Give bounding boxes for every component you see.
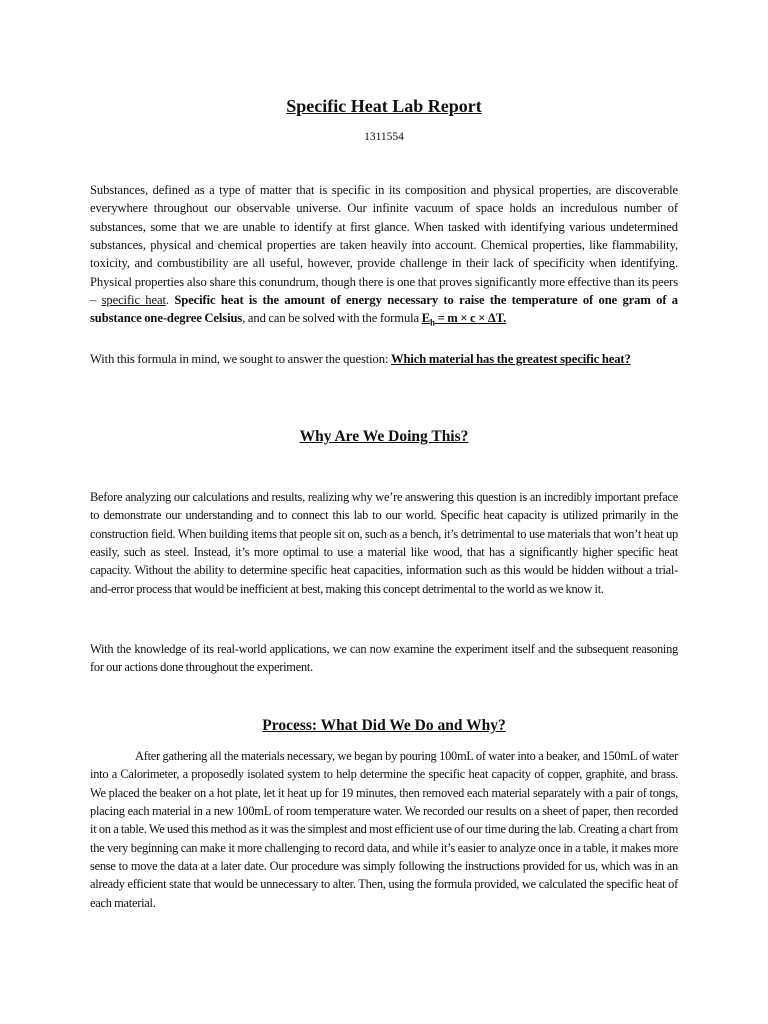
document-title: Specific Heat Lab Report <box>286 96 482 116</box>
intro-text: Substances, defined as a type of matter that is specific in its composition and physical properties, are discoverable everywhere throughout our observable universe. Our infinite vacuum of space holds an incredulous number of substances, some that we are unable to identify at first glance. When tasked with identifying various undetermined substances, physical and chemical properties are taken heavily into account. Chemical properties, like flammability, toxicity, and combustibility are all useful, however, provide challenge in their lack of specificity when identifying. Physical properties also share this conundrum, though there is one that proves significantly more effective than its peers – <box>90 183 678 308</box>
why-paragraph-2: With the knowledge of its real-world applications, we can now examine the experiment itself and the subsequent reasoning for our actions done throughout the experiment. <box>90 642 678 675</box>
specific-heat-term: specific heat <box>101 293 166 308</box>
research-question: Which material has the greatest specific heat? <box>391 352 631 366</box>
process-paragraph: After gathering all the materials necessary, we began by pouring 100mL of water into a beaker, and 150mL of water into a Calorimeter, a proposedly isolated system to help determine the specific heat capacity of copper, graphite, and brass. We placed the beaker on a hot plate, let it heat up for 19 minutes, then removed each material separately with a pair of tongs, placing each material in a new 100mL of room temperature water. We recorded our results on a sheet of paper, then recorded it on a table. We used this method as it was the simplest and most efficient use of our time during the lab. Creating a chart from the very beginning can make it more challenging to record data, and while it’s easier to analyze once in a table, it makes more sense to move the data at a later date. Our procedure was simply following the instructions provided for us, which was in an already efficient state that would be unnecessary to alter. Then, using the formula provided, we calculated the specific heat of each material. <box>90 749 678 910</box>
intro-paragraph <box>90 181 678 332</box>
formula-eh: E <box>421 311 431 326</box>
specific-heat-definition: Specific heat is the amount of energy necessary to raise the temperature of one gram of a substance one-degree Celsius <box>90 293 678 326</box>
formula <box>421 311 507 328</box>
formula-rest: = m × c × ΔT. <box>434 311 507 326</box>
formula-lead-text: , and can be solved with the formula <box>242 311 422 326</box>
intro-period: . <box>165 293 175 308</box>
student-id: 1311554 <box>364 131 404 143</box>
question-paragraph <box>90 350 678 368</box>
formula-subscript: h <box>430 317 435 328</box>
section-heading-why: Why Are We Doing This? <box>299 428 469 445</box>
why-paragraph-1: Before analyzing our calculations and results, realizing why we’re answering this question is an incredibly important preface to demonstrate our understanding and to connect this lab to our world. Specific heat capacity is utilized primarily in the construction field. When building items that people sit on, such as a bench, it’s detrimental to use materials that won’t heat up easily, such as steel. Instead, it’s more optimal to use a material like wood, that has a significantly higher specific heat capacity. Without the ability to determine specific heat capacities, information such as this would be hidden without a trial-and-error process that would be inefficient at best, making this concept detrimental to the world as we know it. <box>90 490 678 596</box>
section-heading-process: Process: What Did We Do and Why? <box>262 717 506 734</box>
question-lead-text: With this formula in mind, we sought to answer the question: <box>90 352 391 366</box>
